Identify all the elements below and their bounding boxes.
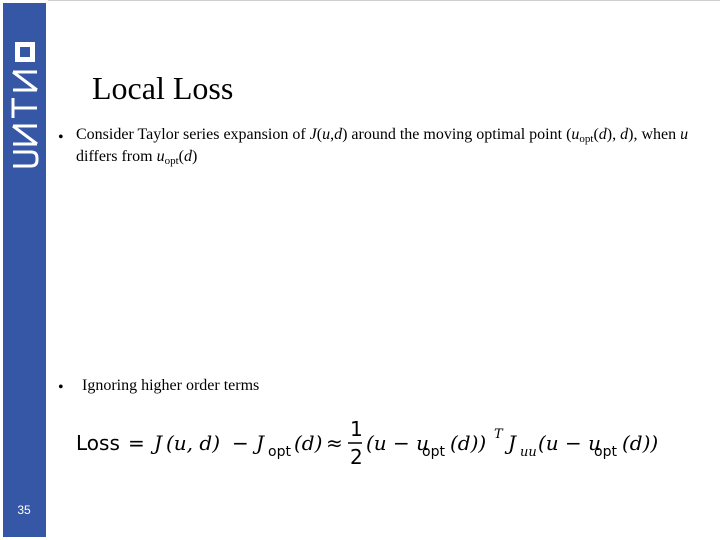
formula-loss: Loss — [76, 431, 120, 455]
formula-jopt: J — [256, 431, 265, 455]
formula-j: J — [154, 431, 163, 455]
loss-formula — [76, 412, 676, 472]
formula-args: (u, d) — [166, 431, 221, 455]
bullet-text-ignoring: Ignoring higher order terms — [82, 377, 260, 394]
slide-title: Local Loss — [92, 70, 234, 106]
formula-opt-sub-2: opt — [422, 444, 445, 460]
formula-close1: (d)) — [450, 431, 487, 455]
formula-opt-sub: opt — [268, 444, 291, 460]
formula-juu: J — [508, 431, 517, 455]
formula-close2: (d)) — [622, 431, 659, 455]
ntnu-logo — [9, 42, 41, 168]
formula-transpose: T — [494, 427, 503, 442]
bullet-text-taylor: Consider Taylor series expansion of J(u,d) around the moving optimal point ($u_{opt}(d)$, d), when u differs from $u_{opt}(d)$ — [76, 126, 689, 167]
formula-opt-sub-3: opt — [594, 444, 617, 460]
formula-d-arg: (d) — [294, 431, 323, 455]
sidebar — [0, 0, 48, 540]
bullet-marker: • — [58, 379, 64, 396]
formula-frac-num: 1 — [350, 417, 363, 441]
slide-number: 35 — [17, 503, 31, 517]
formula-eq: = — [128, 431, 145, 455]
formula-frac-den: 2 — [350, 445, 363, 469]
formula-open2: (u − u — [538, 431, 602, 455]
formula-minus: − — [232, 431, 249, 455]
formula-open: (u − u — [366, 431, 430, 455]
bullet-marker: • — [58, 129, 64, 146]
formula-approx: ≈ — [326, 431, 343, 455]
formula-uu-sub: uu — [520, 445, 537, 460]
